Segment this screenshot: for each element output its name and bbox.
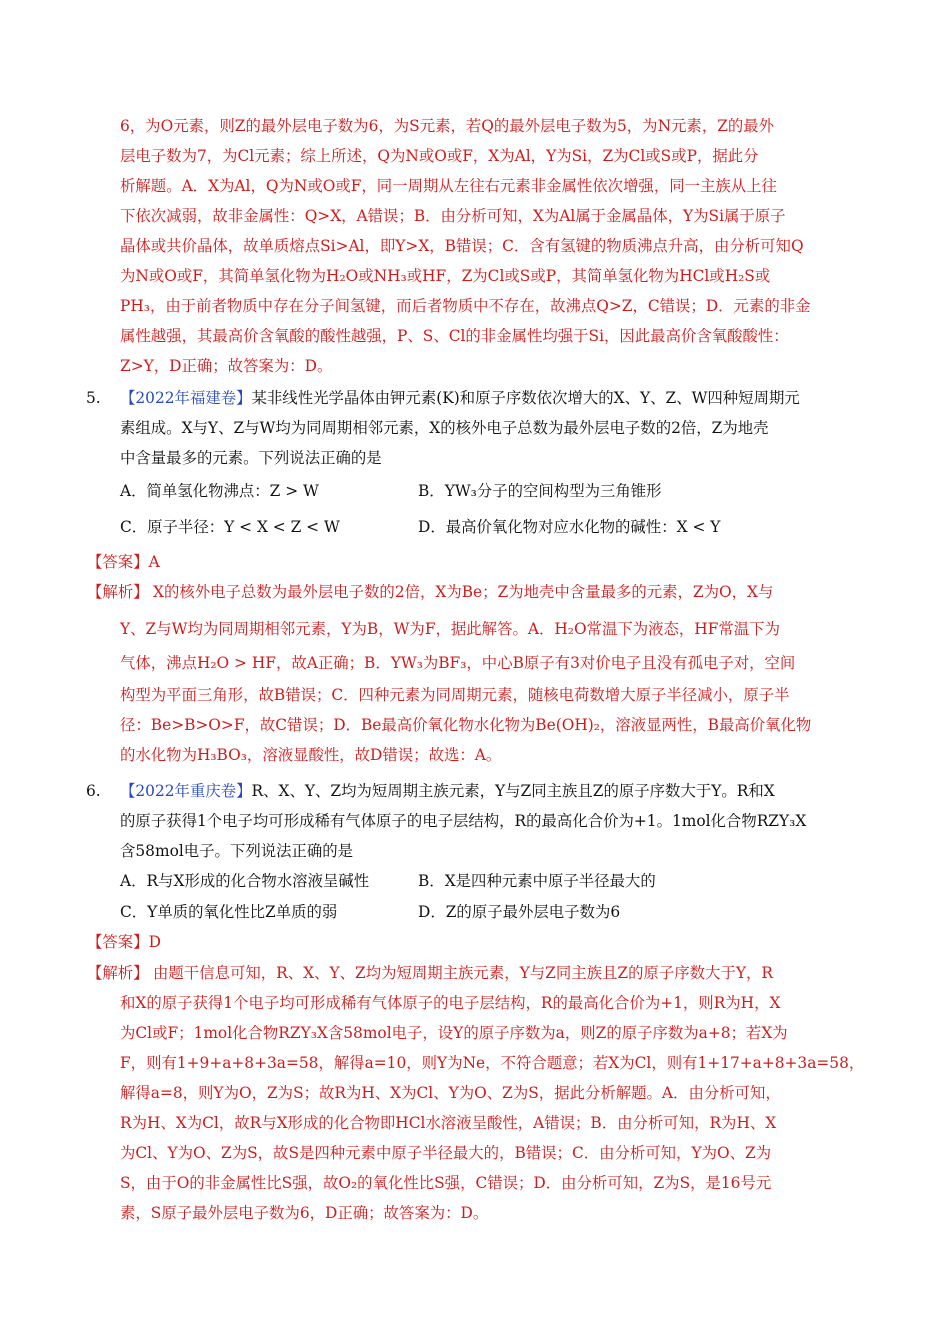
question-6-option-d: D．Z的原子最外层电子数为6 [418,903,621,921]
answer-label: 【答案】 [87,933,149,951]
question-6-stem [120,776,865,866]
analysis-line: 下依次减弱，故非金属性：Q>X，A错误；B．由分析可知，X为Al属于金属晶体，Y为Si属于原子 [120,207,786,225]
stem-line: 中含量最多的元素。下列说法正确的是 [120,449,382,467]
analysis-line: R为H、X为Cl，故R与X形成的化合物即HCl水溶液呈酸性，A错误；B．由分析可知，R为H、X [120,1114,777,1132]
analysis-line: Y、Z与W均为同周期相邻元素，Y为B，W为F，据此解答。A．H₂O常温下为液态，HF常温下为 [120,620,780,638]
question-5-analysis-first [153,577,865,607]
analysis-line: 为Cl、Y为O、Z为S，故S是四种元素中原子半径最大的，B错误；C．由分析可知，Y为O、Z为 [120,1144,772,1162]
analysis-line: F，则有1+9+a+8+3a=58，解得a=10，则Y为Ne，不符合题意；若X为Cl，则有1+17+a+8+3a=58， [120,1054,865,1072]
stem-line: 含58mol电子。下列说法正确的是 [120,842,354,860]
question-6-source: 【2022年重庆卷】 [120,782,252,800]
analysis-line: 的水化物为H₃BO₃，溶液显酸性，故D错误；故选：A。 [120,746,502,764]
question-5-option-a: A．简单氢化物沸点：Z > W [120,482,319,500]
question-5-option-b: B．YW₃分子的空间构型为三角锥形 [418,482,662,500]
analysis-line: 为Cl或F；1mol化合物RZY₃X含58mol电子，设Y的原子序数为a，则Z的原子序数为a+8；若X为 [120,1024,788,1042]
analysis-line: 解得a=8，则Y为O，Z为S；故R为H、X为Cl、Y为O、Z为S，据此分析解题。A．由分析可知， [120,1084,781,1102]
analysis-line: 属性越强，其最高价含氧酸的酸性越强，P、S、Cl的非金属性均强于Si，因此最高价含氧酸酸性： [120,327,789,345]
answer-value: A [148,553,160,571]
analysis-line: 6，为O元素，则Z的最外层电子数为6，为S元素，若Q的最外层电子数为5，为N元素，Z的最外 [120,117,775,135]
question-6-option-b: B．X是四种元素中原子半径最大的 [418,872,656,890]
analysis-line: X的核外电子总数为最外层电子数的2倍，X为Be；Z为地壳中含量最多的元素，Z为O，X与 [153,583,774,601]
carryover-analysis [120,111,865,381]
question-6-answer [87,927,161,957]
stem-line: 素组成。X与Y、Z与W均为同周期相邻元素，X的核外电子总数为最外层电子数的2倍，Z为地壳 [120,419,769,437]
analysis-line: 析解题。A．X为Al，Q为N或O或F，同一周期从左往右元素非金属性依次增强，同一主族从上往 [120,177,777,195]
question-6-option-a: A．R与X形成的化合物水溶液呈碱性 [120,872,370,890]
question-6-analysis [120,988,865,1228]
question-5-number: 5. [86,389,101,407]
analysis-line: 为N或O或F，其简单氢化物为H₂O或NH₃或HF，Z为Cl或S或P，其简单氢化物为HCl或H₂S或 [120,267,771,285]
question-5-stem [120,383,865,473]
analysis-line: 由题干信息可知，R、X、Y、Z均为短周期主族元素，Y与Z同主族且Z的原子序数大于Y，R [153,964,773,982]
analysis-line: 和X的原子获得1个电子均可形成稀有气体原子的电子层结构，R的最高化合价为+1，则R为H，X [120,994,781,1012]
analysis-line: Z>Y，D正确；故答案为：D。 [120,357,333,375]
question-5-option-c: C．原子半径：Y < X < Z < W [120,518,340,536]
stem-line: 某非线性光学晶体由钾元素(K)和原子序数依次增大的X、Y、Z、W四种短周期元 [251,389,800,407]
analysis-line: 素，S原子最外层电子数为6，D正确；故答案为：D。 [120,1204,489,1222]
question-5-source: 【2022年福建卷】 [120,389,252,407]
question-6-analysis-label: 【解析】 [87,964,149,982]
question-5-option-d: D．最高价氧化物对应水化物的碱性：X < Y [418,518,721,536]
question-6-option-c: C．Y单质的氧化性比Z单质的弱 [120,903,338,921]
question-6-analysis-first [153,958,865,988]
question-5-analysis [120,612,865,770]
question-6-number: 6. [86,782,101,800]
stem-line: R、X、Y、Z均为短周期主族元素，Y与Z同主族且Z的原子序数大于Y。R和X [251,782,775,800]
answer-label: 【答案】 [87,553,149,571]
analysis-line: 层电子数为7，为Cl元素；综上所述，Q为N或O或F，X为Al，Y为Si，Z为Cl或S或P，据此分 [120,147,759,165]
analysis-line: 径：Be>B>O>F，故C错误；D．Be最高价氧化物水化物为Be(OH)₂，溶液显两性，B最高价氧化物 [120,716,812,734]
stem-line: 的原子获得1个电子均可形成稀有气体原子的电子层结构，R的最高化合价为+1。1mol化合物RZY₃X [120,812,807,830]
analysis-line: 构型为平面三角形，故B错误；C．四种元素为同周期元素，随核电荷数增大原子半径减小，原子半 [120,686,790,704]
analysis-line: 气体，沸点H₂O > HF，故A正确；B．YW₃为BF₃，中心B原子有3对价电子且没有孤电子对，空间 [120,654,796,672]
analysis-line: PH₃，由于前者物质中存在分子间氢键，而后者物质中不存在，故沸点Q>Z，C错误；D．元素的非金 [120,297,811,315]
question-5-answer [87,547,160,577]
analysis-line: S，由于O的非金属性比S强，故O₂的氧化性比S强，C错误；D．由分析可知，Z为S，是16号元 [120,1174,772,1192]
answer-value: D [148,933,161,951]
question-5-analysis-label: 【解析】 [87,583,149,601]
analysis-line: 晶体或共价晶体，故单质熔点Si>Al，即Y>X，B错误；C．含有氢键的物质沸点升高，由分析可知Q [120,237,804,255]
